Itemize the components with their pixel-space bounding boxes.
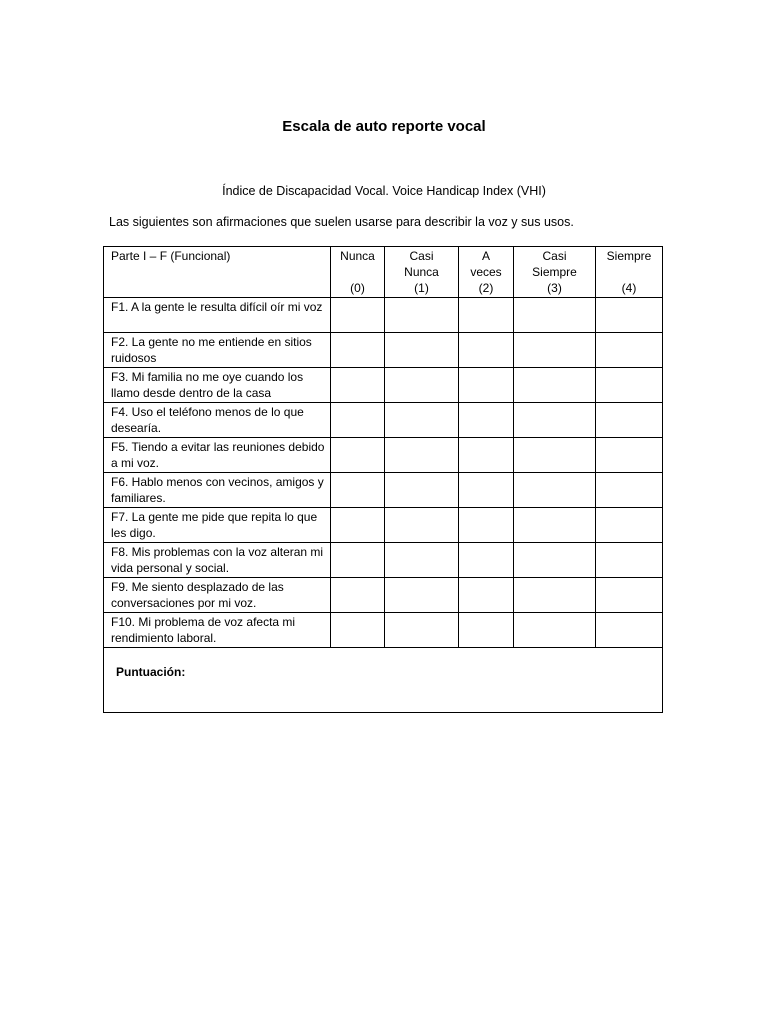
answer-cell-4[interactable]: [596, 438, 663, 473]
answer-cell-2[interactable]: [459, 438, 514, 473]
page-title: Escala de auto reporte vocal: [282, 118, 486, 135]
answer-cell-2[interactable]: [459, 613, 514, 648]
answer-cell-0[interactable]: [331, 578, 385, 613]
answer-cell-4[interactable]: [596, 403, 663, 438]
page-subtitle: Índice de Discapacidad Vocal. Voice Handicap Index (VHI): [222, 184, 546, 198]
answer-cell-4[interactable]: [596, 333, 663, 368]
answer-cell-4[interactable]: [596, 473, 663, 508]
item-text: F10. Mi problema de voz afecta mi rendimiento laboral.: [104, 613, 331, 648]
table-row: [104, 543, 663, 578]
item-text: F5. Tiendo a evitar las reuniones debido a mi voz.: [104, 438, 331, 473]
option-header-siempre: [596, 247, 663, 298]
answer-cell-0[interactable]: [331, 298, 385, 333]
option-label-line2: [331, 264, 384, 280]
answer-cell-4[interactable]: [596, 368, 663, 403]
answer-cell-4[interactable]: [596, 543, 663, 578]
item-text: F9. Me siento desplazado de las conversaciones por mi voz.: [104, 578, 331, 613]
item-text: F6. Hablo menos con vecinos, amigos y familiares.: [104, 473, 331, 508]
answer-cell-3[interactable]: [514, 578, 596, 613]
answer-cell-1[interactable]: [385, 403, 459, 438]
answer-cell-2[interactable]: [459, 368, 514, 403]
option-header-casi-siempre: [514, 247, 596, 298]
answer-cell-3[interactable]: [514, 613, 596, 648]
answer-cell-3[interactable]: [514, 298, 596, 333]
answer-cell-0[interactable]: [331, 403, 385, 438]
score-row: [104, 648, 663, 713]
option-header-nunca: [331, 247, 385, 298]
option-header-casi-nunca: [385, 247, 459, 298]
answer-cell-4[interactable]: [596, 613, 663, 648]
item-text: F4. Uso el teléfono menos de lo que desearía.: [104, 403, 331, 438]
answer-cell-0[interactable]: [331, 508, 385, 543]
table-row: [104, 613, 663, 648]
option-label: Casi: [409, 249, 434, 263]
answer-cell-0[interactable]: [331, 473, 385, 508]
option-label: Casi: [542, 249, 567, 263]
item-text: F1. A la gente le resulta difícil oír mi voz: [104, 298, 331, 333]
option-score: (4): [621, 281, 637, 295]
table-header-row: [104, 247, 663, 298]
table-row: [104, 403, 663, 438]
answer-cell-0[interactable]: [331, 333, 385, 368]
answer-cell-3[interactable]: [514, 543, 596, 578]
answer-cell-1[interactable]: [385, 613, 459, 648]
option-label-line2: veces: [470, 265, 502, 279]
option-score: (2): [478, 281, 494, 295]
option-label-line2: Nunca: [404, 265, 439, 279]
answer-cell-1[interactable]: [385, 543, 459, 578]
answer-cell-1[interactable]: [385, 368, 459, 403]
table-row: [104, 298, 663, 333]
table-row: [104, 368, 663, 403]
answer-cell-1[interactable]: [385, 438, 459, 473]
answer-cell-2[interactable]: [459, 578, 514, 613]
answer-cell-2[interactable]: [459, 298, 514, 333]
answer-cell-3[interactable]: [514, 333, 596, 368]
intro-text: Las siguientes son afirmaciones que suelen usarse para describir la voz y sus usos.: [109, 215, 574, 229]
option-score: (0): [350, 281, 365, 295]
answer-cell-4[interactable]: [596, 298, 663, 333]
answer-cell-2[interactable]: [459, 543, 514, 578]
item-text: F2. La gente no me entiende en sitios ruidosos: [104, 333, 331, 368]
option-score: (1): [414, 281, 429, 295]
item-text: F8. Mis problemas con la voz alteran mi vida personal y social.: [104, 543, 331, 578]
answer-cell-1[interactable]: [385, 298, 459, 333]
table-row: [104, 438, 663, 473]
option-label: A: [481, 249, 490, 263]
table-row: [104, 473, 663, 508]
answer-cell-1[interactable]: [385, 578, 459, 613]
answer-cell-0[interactable]: [331, 613, 385, 648]
answer-cell-1[interactable]: [385, 508, 459, 543]
option-label: Siempre: [606, 249, 652, 263]
option-header-a-veces: [459, 247, 514, 298]
answer-cell-2[interactable]: [459, 473, 514, 508]
answer-cell-1[interactable]: [385, 473, 459, 508]
vhi-table: [103, 246, 663, 713]
table-row: [104, 508, 663, 543]
answer-cell-2[interactable]: [459, 403, 514, 438]
item-text: F3. Mi familia no me oye cuando los llamo desde dentro de la casa: [104, 368, 331, 403]
option-score: (3): [547, 281, 562, 295]
option-label-line2: [596, 264, 662, 280]
answer-cell-0[interactable]: [331, 438, 385, 473]
option-label-line2: Siempre: [532, 265, 577, 279]
table-row: [104, 333, 663, 368]
answer-cell-3[interactable]: [514, 473, 596, 508]
item-text: F7. La gente me pide que repita lo que les digo.: [104, 508, 331, 543]
answer-cell-3[interactable]: [514, 368, 596, 403]
answer-cell-4[interactable]: [596, 578, 663, 613]
answer-cell-4[interactable]: [596, 508, 663, 543]
answer-cell-3[interactable]: [514, 508, 596, 543]
answer-cell-2[interactable]: [459, 333, 514, 368]
score-label[interactable]: Puntuación:: [104, 648, 663, 713]
table-row: [104, 578, 663, 613]
answer-cell-1[interactable]: [385, 333, 459, 368]
answer-cell-2[interactable]: [459, 508, 514, 543]
answer-cell-0[interactable]: [331, 543, 385, 578]
answer-cell-0[interactable]: [331, 368, 385, 403]
answer-cell-3[interactable]: [514, 403, 596, 438]
answer-cell-3[interactable]: [514, 438, 596, 473]
section-label: Parte I – F (Funcional): [104, 247, 331, 298]
option-label: Nunca: [340, 249, 375, 263]
